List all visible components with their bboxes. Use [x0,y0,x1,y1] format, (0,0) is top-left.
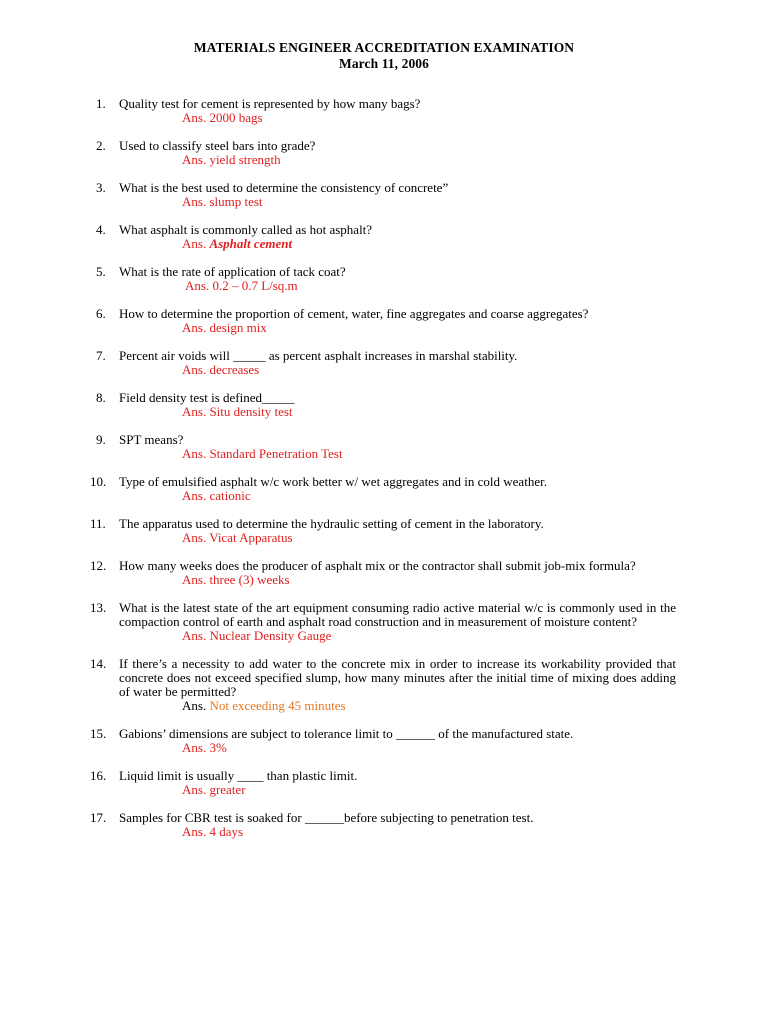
question-item-11 [0,517,768,545]
question-text: What is the rate of application of tack coat? [119,264,346,279]
question-item-4 [0,223,768,251]
question-number: 12. [90,558,107,573]
question-text: What is the best used to determine the consistency of concrete” [119,180,449,195]
question-number: 16. [90,768,107,783]
question-item-7 [0,349,768,377]
answer-text: Ans. design mix [182,320,267,335]
question-number: 13. [90,600,107,615]
question-number: 15. [90,726,107,741]
question-item-14 [0,657,768,713]
question-item-5 [0,265,768,293]
question-item-2 [0,139,768,167]
question-text: How to determine the proportion of cement, water, fine aggregates and coarse aggregates? [119,306,589,321]
answer-text: Ans. three (3) weeks [182,572,290,587]
question-item-16 [0,769,768,797]
answer-text [182,699,768,713]
answer-text: Ans. Vicat Apparatus [182,530,293,545]
question-number: 3. [96,180,106,195]
question-item-3 [0,181,768,209]
question-text: Type of emulsified asphalt w/c work better w/ wet aggregates and in cold weather. [119,474,547,489]
exam-title: MATERIALS ENGINEER ACCREDITATION EXAMINATION [193,40,575,55]
question-text: If there’s a necessity to add water to the concrete mix in order to increase its workability provided that concrete does not exceed specified slump, how many minutes after the initial time of mixing does adding of water be permitted? [119,656,676,699]
answer-text: Ans. 2000 bags [182,110,263,125]
question-number: 11. [90,516,106,531]
answer-text: Ans. decreases [182,362,260,377]
question-list [0,97,768,839]
question-text: What is the latest state of the art equipment consuming radio active material w/c is commonly used in the compaction control of earth and asphalt road construction and in measurement of moisture content? [119,600,676,629]
question-number: 2. [96,138,106,153]
question-number: 7. [96,348,106,363]
question-text: Liquid limit is usually ____ than plastic limit. [119,768,358,783]
answer-text: Ans. slump test [182,194,263,209]
question-text: Quality test for cement is represented by how many bags? [119,96,421,111]
question-number: 6. [96,306,106,321]
answer-text: Ans. greater [182,782,246,797]
exam-date: March 11, 2006 [338,56,430,71]
answer-text: Ans. Standard Penetration Test [182,446,343,461]
answer-emphasis: Asphalt cement [209,236,293,251]
question-item-6 [0,307,768,335]
question-number: 14. [90,656,107,671]
question-text: Samples for CBR test is soaked for ______before subjecting to penetration test. [119,810,534,825]
question-text: Field density test is defined_____ [119,390,295,405]
question-number: 1. [96,96,106,111]
answer-text: Ans. yield strength [182,152,281,167]
question-number: 8. [96,390,106,405]
question-text: The apparatus used to determine the hydraulic setting of cement in the laboratory. [119,516,544,531]
question-number: 4. [96,222,106,237]
question-item-15 [0,727,768,755]
question-item-8 [0,391,768,419]
question-item-17 [0,811,768,839]
answer-text [182,237,768,251]
question-text: Percent air voids will _____ as percent asphalt increases in marshal stability. [119,348,518,363]
answer-text: Ans. cationic [182,488,251,503]
document-header [0,40,768,72]
answer-text: Ans. 3% [182,740,227,755]
question-text: How many weeks does the producer of asphalt mix or the contractor shall submit job-mix formula? [119,558,636,573]
question-item-12 [0,559,768,587]
answer-text: Ans. Situ density test [182,404,293,419]
answer-emphasis: Not exceeding 45 minutes [209,698,346,713]
question-number: 17. [90,810,107,825]
answer-prefix: Ans. [182,698,210,713]
question-item-13 [0,601,768,643]
question-number: 10. [90,474,107,489]
question-item-1 [0,97,768,125]
answer-text: Ans. Nuclear Density Gauge [182,628,332,643]
question-text: Used to classify steel bars into grade? [119,138,316,153]
question-number: 5. [96,264,106,279]
question-text: Gabions’ dimensions are subject to tolerance limit to ______ of the manufactured state. [119,726,574,741]
answer-text: Ans. 4 days [182,824,244,839]
answer-text: Ans. 0.2 – 0.7 L/sq.m [185,278,298,293]
answer-prefix: Ans. [182,236,210,251]
question-item-10 [0,475,768,503]
question-number: 9. [96,432,106,447]
question-text: What asphalt is commonly called as hot asphalt? [119,222,373,237]
question-item-9 [0,433,768,461]
question-text: SPT means? [119,432,184,447]
